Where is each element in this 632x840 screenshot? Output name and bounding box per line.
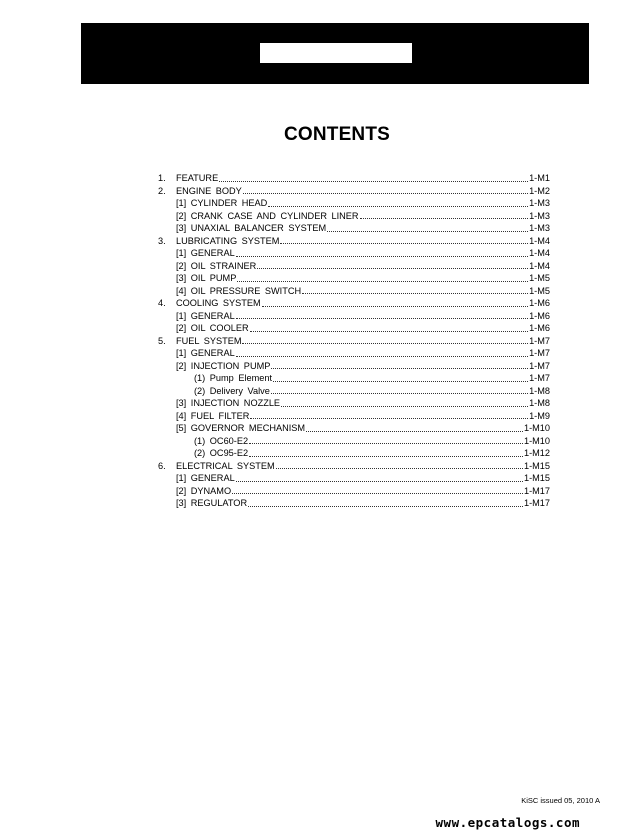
toc-leader-dots bbox=[219, 180, 528, 182]
toc-entry-label: [5] GOVERNOR MECHANISM bbox=[176, 423, 306, 434]
toc-entry-page: 1-M7 bbox=[529, 348, 550, 359]
toc-entry-label: (1) Pump Element bbox=[194, 373, 273, 384]
toc-entry-label: FEATURE bbox=[176, 173, 219, 183]
toc-entry-number: 1. bbox=[158, 173, 166, 183]
toc-leader-dots bbox=[257, 267, 528, 269]
toc-entry-label: [2] CRANK CASE AND CYLINDER LINER bbox=[176, 210, 359, 221]
toc-entry[interactable] bbox=[158, 197, 550, 210]
toc-entry-number: 6. bbox=[158, 460, 166, 471]
toc-entry-page: 1-M3 bbox=[529, 223, 550, 234]
toc-entry-label: LUBRICATING SYSTEM bbox=[176, 235, 280, 246]
toc-leader-dots bbox=[242, 342, 528, 344]
toc-entry-page: 1-M15 bbox=[523, 460, 550, 471]
toc-entry[interactable] bbox=[158, 460, 550, 473]
toc-entry-page: 1-M12 bbox=[523, 448, 550, 459]
toc-leader-dots bbox=[236, 317, 528, 319]
toc-entry-page: 1-M15 bbox=[523, 473, 550, 484]
toc-entry[interactable] bbox=[158, 322, 550, 335]
toc-leader-dots bbox=[250, 417, 528, 419]
toc-leader-dots bbox=[302, 292, 528, 294]
toc-leader-dots bbox=[232, 492, 523, 494]
toc-entry-label: (2) OC95-E2 bbox=[194, 448, 249, 459]
toc-entry-page: 1-M7 bbox=[529, 373, 550, 384]
toc-entry[interactable] bbox=[158, 272, 550, 285]
toc-leader-dots bbox=[248, 505, 523, 507]
toc-leader-dots bbox=[236, 255, 528, 257]
toc-entry-label: FUEL SYSTEM bbox=[176, 335, 242, 346]
toc-entry[interactable] bbox=[158, 172, 550, 185]
toc-entry-page: 1-M7 bbox=[529, 335, 550, 346]
toc-entry-label: [4] FUEL FILTER bbox=[176, 410, 250, 421]
toc-leader-dots bbox=[249, 442, 523, 444]
toc-entry[interactable] bbox=[158, 247, 550, 260]
toc-entry-label: [4] OIL PRESSURE SWITCH bbox=[176, 285, 302, 296]
toc-entry-page: 1-M4 bbox=[529, 235, 550, 246]
toc-entry-page: 1-M17 bbox=[523, 485, 550, 496]
toc-entry-label: [2] OIL STRAINER bbox=[176, 260, 257, 271]
toc-leader-dots bbox=[236, 355, 528, 357]
toc-entry[interactable] bbox=[158, 410, 550, 423]
toc-entry-page: 1-M17 bbox=[523, 498, 550, 509]
toc-entry-label: [3] INJECTION NOZZLE bbox=[176, 398, 281, 409]
toc-leader-dots bbox=[276, 467, 523, 469]
toc-entry-label: (1) OC60-E2 bbox=[194, 435, 249, 446]
table-of-contents bbox=[158, 172, 550, 510]
toc-leader-dots bbox=[243, 192, 528, 194]
toc-entry-label: [1] GENERAL bbox=[176, 348, 235, 359]
toc-leader-dots bbox=[250, 330, 528, 332]
toc-entry-label: [2] OIL COOLER bbox=[176, 323, 249, 334]
toc-entry-page: 1-M8 bbox=[529, 385, 550, 396]
toc-entry-page: 1-M6 bbox=[529, 298, 550, 309]
toc-leader-dots bbox=[236, 480, 523, 482]
toc-entry[interactable] bbox=[158, 485, 550, 498]
page-title: CONTENTS bbox=[283, 124, 391, 145]
toc-entry[interactable] bbox=[158, 472, 550, 485]
toc-leader-dots bbox=[280, 242, 528, 244]
toc-leader-dots bbox=[273, 380, 528, 382]
toc-entry-page: 1-M3 bbox=[529, 198, 550, 209]
header-label-box bbox=[260, 43, 412, 63]
toc-entry[interactable] bbox=[158, 235, 550, 248]
watermark-url: www.epcatalogs.com bbox=[435, 815, 580, 830]
toc-entry-number: 2. bbox=[158, 185, 166, 196]
toc-entry-number: 4. bbox=[158, 298, 166, 309]
toc-entry-page: 1-M4 bbox=[529, 248, 550, 259]
toc-entry[interactable] bbox=[158, 335, 550, 348]
toc-entry[interactable] bbox=[158, 447, 550, 460]
toc-leader-dots bbox=[268, 205, 528, 207]
toc-entry[interactable] bbox=[158, 222, 550, 235]
toc-leader-dots bbox=[249, 455, 523, 457]
toc-entry-label: [3] OIL PUMP bbox=[176, 273, 237, 284]
toc-entry-label: [1] GENERAL bbox=[176, 473, 235, 484]
toc-entry-number: 5. bbox=[158, 335, 166, 346]
header-bar bbox=[81, 23, 589, 84]
toc-entry-label: [2] DYNAMO bbox=[176, 485, 232, 496]
toc-leader-dots bbox=[360, 217, 528, 219]
toc-entry[interactable] bbox=[158, 397, 550, 410]
toc-entry[interactable] bbox=[158, 385, 550, 398]
toc-entry[interactable] bbox=[158, 185, 550, 198]
toc-leader-dots bbox=[271, 367, 528, 369]
toc-leader-dots bbox=[237, 280, 528, 282]
toc-entry-page: 1-M10 bbox=[523, 423, 550, 434]
toc-entry-page: 1-M6 bbox=[529, 323, 550, 334]
toc-entry[interactable] bbox=[158, 310, 550, 323]
toc-entry[interactable] bbox=[158, 297, 550, 310]
toc-entry-label: [1] GENERAL bbox=[176, 310, 235, 321]
toc-entry[interactable] bbox=[158, 497, 550, 510]
toc-entry[interactable] bbox=[158, 422, 550, 435]
toc-entry-label: ENGINE BODY bbox=[176, 185, 242, 196]
toc-entry[interactable] bbox=[158, 372, 550, 385]
toc-entry-label: [1] GENERAL bbox=[176, 248, 235, 259]
toc-entry[interactable] bbox=[158, 360, 550, 373]
toc-entry-label: (2) Delivery Valve bbox=[194, 385, 270, 396]
toc-entry-page: 1-M1 bbox=[529, 173, 550, 183]
toc-entry-label: COOLING SYSTEM bbox=[176, 298, 261, 309]
toc-entry[interactable] bbox=[158, 347, 550, 360]
toc-entry-label: [3] UNAXIAL BALANCER SYSTEM bbox=[176, 223, 327, 234]
toc-leader-dots bbox=[271, 392, 528, 394]
toc-entry-page: 1-M8 bbox=[529, 398, 550, 409]
toc-entry-label: [2] INJECTION PUMP bbox=[176, 360, 271, 371]
issue-note: KiSC issued 05, 2010 A bbox=[521, 796, 600, 805]
toc-entry-page: 1-M5 bbox=[529, 273, 550, 284]
toc-entry-page: 1-M3 bbox=[529, 210, 550, 221]
toc-entry-page: 1-M10 bbox=[523, 435, 550, 446]
toc-entry[interactable] bbox=[158, 285, 550, 298]
toc-entry[interactable] bbox=[158, 260, 550, 273]
toc-entry-page: 1-M2 bbox=[529, 185, 550, 196]
toc-entry-label: [1] CYLINDER HEAD bbox=[176, 198, 268, 209]
toc-leader-dots bbox=[306, 430, 523, 432]
toc-entry-label: [3] REGULATOR bbox=[176, 498, 248, 509]
toc-entry-number: 3. bbox=[158, 235, 166, 246]
toc-entry[interactable] bbox=[158, 210, 550, 223]
toc-leader-dots bbox=[327, 230, 528, 232]
toc-leader-dots bbox=[281, 405, 528, 407]
toc-entry-label: ELECTRICAL SYSTEM bbox=[176, 460, 275, 471]
toc-entry[interactable] bbox=[158, 435, 550, 448]
toc-entry-page: 1-M9 bbox=[529, 410, 550, 421]
toc-entry-page: 1-M5 bbox=[529, 285, 550, 296]
toc-leader-dots bbox=[262, 305, 528, 307]
toc-entry-page: 1-M6 bbox=[529, 310, 550, 321]
toc-entry-page: 1-M7 bbox=[529, 360, 550, 371]
toc-entry-page: 1-M4 bbox=[529, 260, 550, 271]
